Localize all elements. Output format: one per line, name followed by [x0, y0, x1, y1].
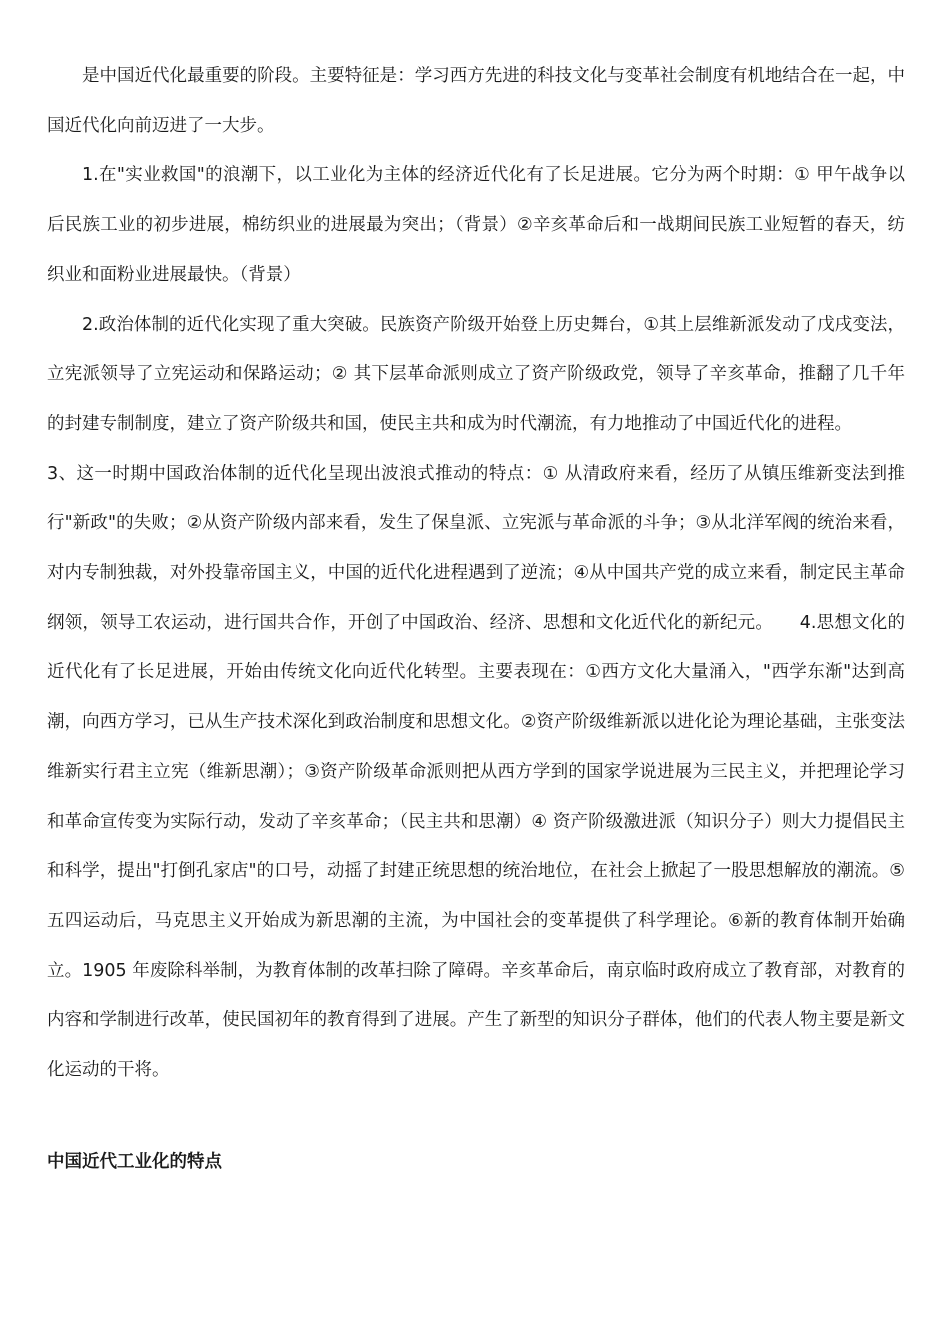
document-page: [47, 52, 905, 1187]
section-heading: 中国近代工业化的特点: [47, 1151, 222, 1172]
paragraph-economy: 1.在"实业救国"的浪潮下，以工业化为主体的经济近代化有了长足进展。它分为两个时期：① 甲午战争以后民族工业的初步进展，棉纺织业的进展最为突出；（背景）②辛亥革命后和一战期间民族工业短暂的春天，纺织业和面粉业进展最快。（背景）: [47, 165, 905, 285]
paragraph-politics: 2.政治体制的近代化实现了重大突破。民族资产阶级开始登上历史舞台，①其上层维新派发动了戊戌变法，立宪派领导了立宪运动和保路运动；② 其下层革命派则成立了资产阶级政党，领导了辛亥革命，推翻了几千年的封建专制制度，建立了资产阶级共和国，使民主共和成为时代潮流，有力地推动了中国近代化的进程。: [47, 314, 905, 434]
paragraph-intro: 是中国近代化最重要的阶段。主要特征是：学习西方先进的科技文化与变革社会制度有机地结合在一起，中国近代化向前迈进了一大步。: [47, 66, 905, 136]
paragraph-politics-and-culture: 3、这一时期中国政治体制的近代化呈现出波浪式推动的特点：① 从清政府来看，经历了从镇压维新变法到推行"新政"的失败；②从资产阶级内部来看，发生了保皇派、立宪派与革命派的斗争；③从北洋军阀的统治来看，对内专制独裁，对外投靠帝国主义，中国的近代化进程遇到了逆流；④从中国共产党的成立来看，制定民主革命纲领，领导工农运动，进行国共合作，开创了中国政治、经济、思想和文化近代化的新纪元。 4.思想文化的近代化有了长足进展，开始由传统文化向近代化转型。主要表现在：①西方文化大量涌入，"西学东渐"达到高潮，向西方学习，已从生产技术深化到政治制度和思想文化。②资产阶级维新派以进化论为理论基础，主张变法维新实行君主立宪（维新思潮）；③资产阶级革命派则把从西方学到的国家学说进展为三民主义，并把理论学习和革命宣传变为实际行动，发动了辛亥革命；（民主共和思潮）④ 资产阶级激进派（知识分子）则大力提倡民主和科学，提出"打倒孔家店"的口号，动摇了封建正统思想的统治地位，在社会上掀起了一股思想解放的潮流。⑤五四运动后，马克思主义开始成为新思潮的主流，为中国社会的变革提供了科学理论。⑥新的教育体制开始确立。1905 年废除科举制，为教育体制的改革扫除了障碍。辛亥革命后，南京临时政府成立了教育部，对教育的内容和学制进行改革，使民国初年的教育得到了进展。产生了新型的知识分子群体，他们的代表人物主要是新文化运动的干将。: [47, 463, 905, 1081]
